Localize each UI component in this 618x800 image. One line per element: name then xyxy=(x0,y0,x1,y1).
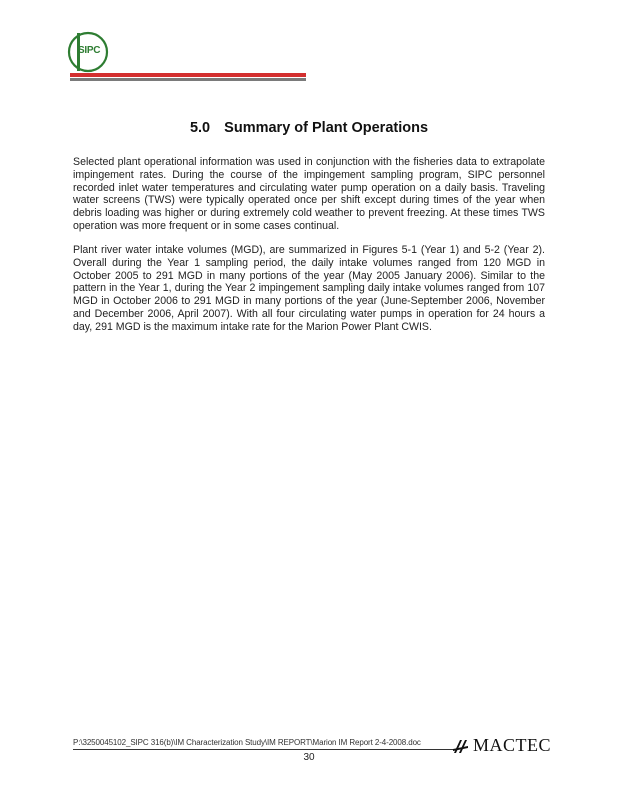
paragraph-1: Selected plant operational information was used in conjunction with the fisheries data to extrapolate impingement rates. During the course of the impingement sampling program, SIPC personnel recorded inlet water temperatures and circulating water pump operation on a daily basis. Traveling water screens (TWS) were typically operated once per shift except during times of the year when debris loading was higher or during extremely cold weather to prevent freezing. At these times TWS operation was more frequent or in some cases continual. xyxy=(73,156,545,232)
footer-file-path: P:\3250045102_SIPC 316(b)\IM Characterization Study\IM REPORT\Marion IM Report 2-4-2008.doc xyxy=(73,738,421,747)
header-rule-gray xyxy=(70,78,306,81)
section-number: 5.0 xyxy=(189,120,211,136)
section-heading xyxy=(0,120,618,136)
page-number: 30 xyxy=(303,752,315,763)
logo-text: SIPC xyxy=(78,45,101,56)
footer-rule xyxy=(73,749,455,750)
mactec-brand-text: MACTEC xyxy=(473,735,552,755)
header-rule-red xyxy=(70,73,306,77)
mactec-logo xyxy=(452,735,551,756)
paragraph-2: Plant river water intake volumes (MGD), are summarized in Figures 5-1 (Year 1) and 5-2 (Year 2). Overall during the Year 1 sampling period, the daily intake volumes ranged from 120 MGD in October 2005 to 291 MGD in many portions of the year (May 2005 January 2006). Similar to the pattern in the Year 1, during the Year 2 impingement sampling daily intake volumes ranged from 107 MGD in October 2006 to 291 MGD in many portions of the year (June-September 2006, November and December 2006, April 2007). With all four circulating water pumps in operation for 24 hours a day, 291 MGD is the maximum intake rate for the Marion Power Plant CWIS. xyxy=(73,244,545,333)
section-title: Summary of Plant Operations xyxy=(224,120,429,136)
mactec-mark-icon xyxy=(452,737,470,755)
